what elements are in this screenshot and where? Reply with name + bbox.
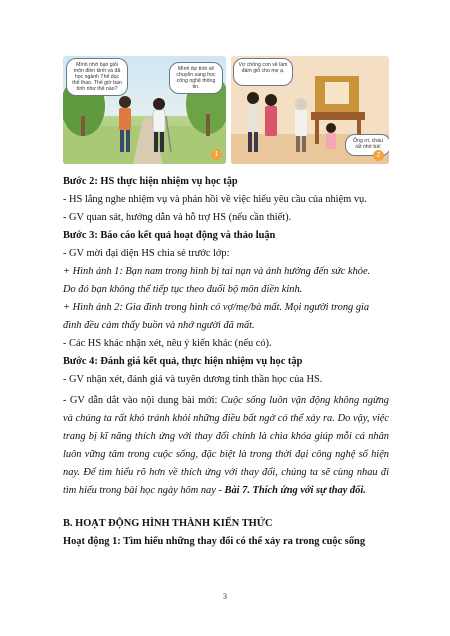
step2-heading: Bước 2: HS thực hiện nhiệm vụ học tập <box>63 176 238 187</box>
speech-bubble-right: Mình dự tính sẽ chuyển sang học công nghệ thông tin. <box>169 62 223 94</box>
step3-line-1: - GV mời đại diện HS chia sẻ trước lớp: <box>63 248 230 259</box>
activity-1-heading: Hoạt động 1: Tìm hiểu những thay đổi có thể xảy ra trong cuộc sống <box>63 536 366 547</box>
step4-heading: Bước 4: Đánh giá kết quả, thực hiện nhiệm vụ học tập <box>63 356 303 367</box>
step3-heading: Bước 3: Báo cáo kết quả hoạt động và thảo luận <box>63 230 276 241</box>
step3-line-4: + Hình ảnh 2: Gia đình trong hình có vợ/mẹ/bà mất. Mọi người trong gia <box>63 302 370 313</box>
illustration-1 <box>63 56 226 164</box>
step3-line-5: đình đều cảm thấy buồn và nhớ người đã mất. <box>63 320 255 331</box>
figure-number-1: 1 <box>211 149 222 160</box>
intro-italic-text: Cuộc sống luôn vận động không ngừng và chúng ta rất khó tránh khỏi những điều bất ngờ có thể xảy ra. Do vậy, việc trang bị kĩ năng thích ứng với thay đổi chính là chìa khóa giúp mỗi cá nhân luôn vững tâm trong cuộc sống, đặc biệt là trong thời đại công nghệ số hiện nay. Để tìm hiểu rõ hơn về thích ứng với thay đổi, chúng ta sẽ cùng nhau đi tìm hiểu trong bài học ngày hôm nay - <box>63 395 390 496</box>
illustration-2 <box>231 56 389 164</box>
speech-bubble-bottom: Ông ơi, cháu rất nhớ bà! <box>345 134 389 156</box>
lesson-intro-paragraph <box>63 392 389 500</box>
step3-line-2: + Hình ảnh 1: Bạn nam trong hình bị tai nạn và ảnh hưởng đến sức khỏe. <box>63 266 371 277</box>
speech-bubble-left: Mình nhớ bạn giỏi môn điền kinh và đã học ngành Thể dục thể thao. Thế giờ bạn tính như thế nào? <box>66 58 128 96</box>
intro-plain-text: - GV dẫn dắt vào nội dung bài mới: <box>63 395 221 406</box>
step2-line-2: - GV quan sát, hướng dẫn và hỗ trợ HS (nếu cần thiết). <box>63 212 292 223</box>
figure-number-2: 2 <box>373 150 384 161</box>
section-b-heading: B. HOẠT ĐỘNG HÌNH THÀNH KIẾN THỨC <box>63 518 273 529</box>
speech-bubble-top: Vợ chồng con về làm đám giỗ cho mẹ ạ. <box>233 58 293 86</box>
step4-line-1: - GV nhận xét, đánh giá và tuyên dương tinh thần học của HS. <box>63 374 323 385</box>
lesson-title-text: Bài 7. Thích ứng với sự thay đổi. <box>224 485 366 496</box>
page-number: 3 <box>223 592 227 601</box>
step3-line-6: - Các HS khác nhận xét, nêu ý kiến khác (nếu có). <box>63 338 272 349</box>
step2-line-1: - HS lắng nghe nhiệm vụ và phản hồi về việc hiểu yêu cầu của nhiệm vụ. <box>63 194 367 205</box>
step3-line-3: Do đó bạn không thể tiếp tục theo đuổi bộ môn điền kinh. <box>63 284 303 295</box>
